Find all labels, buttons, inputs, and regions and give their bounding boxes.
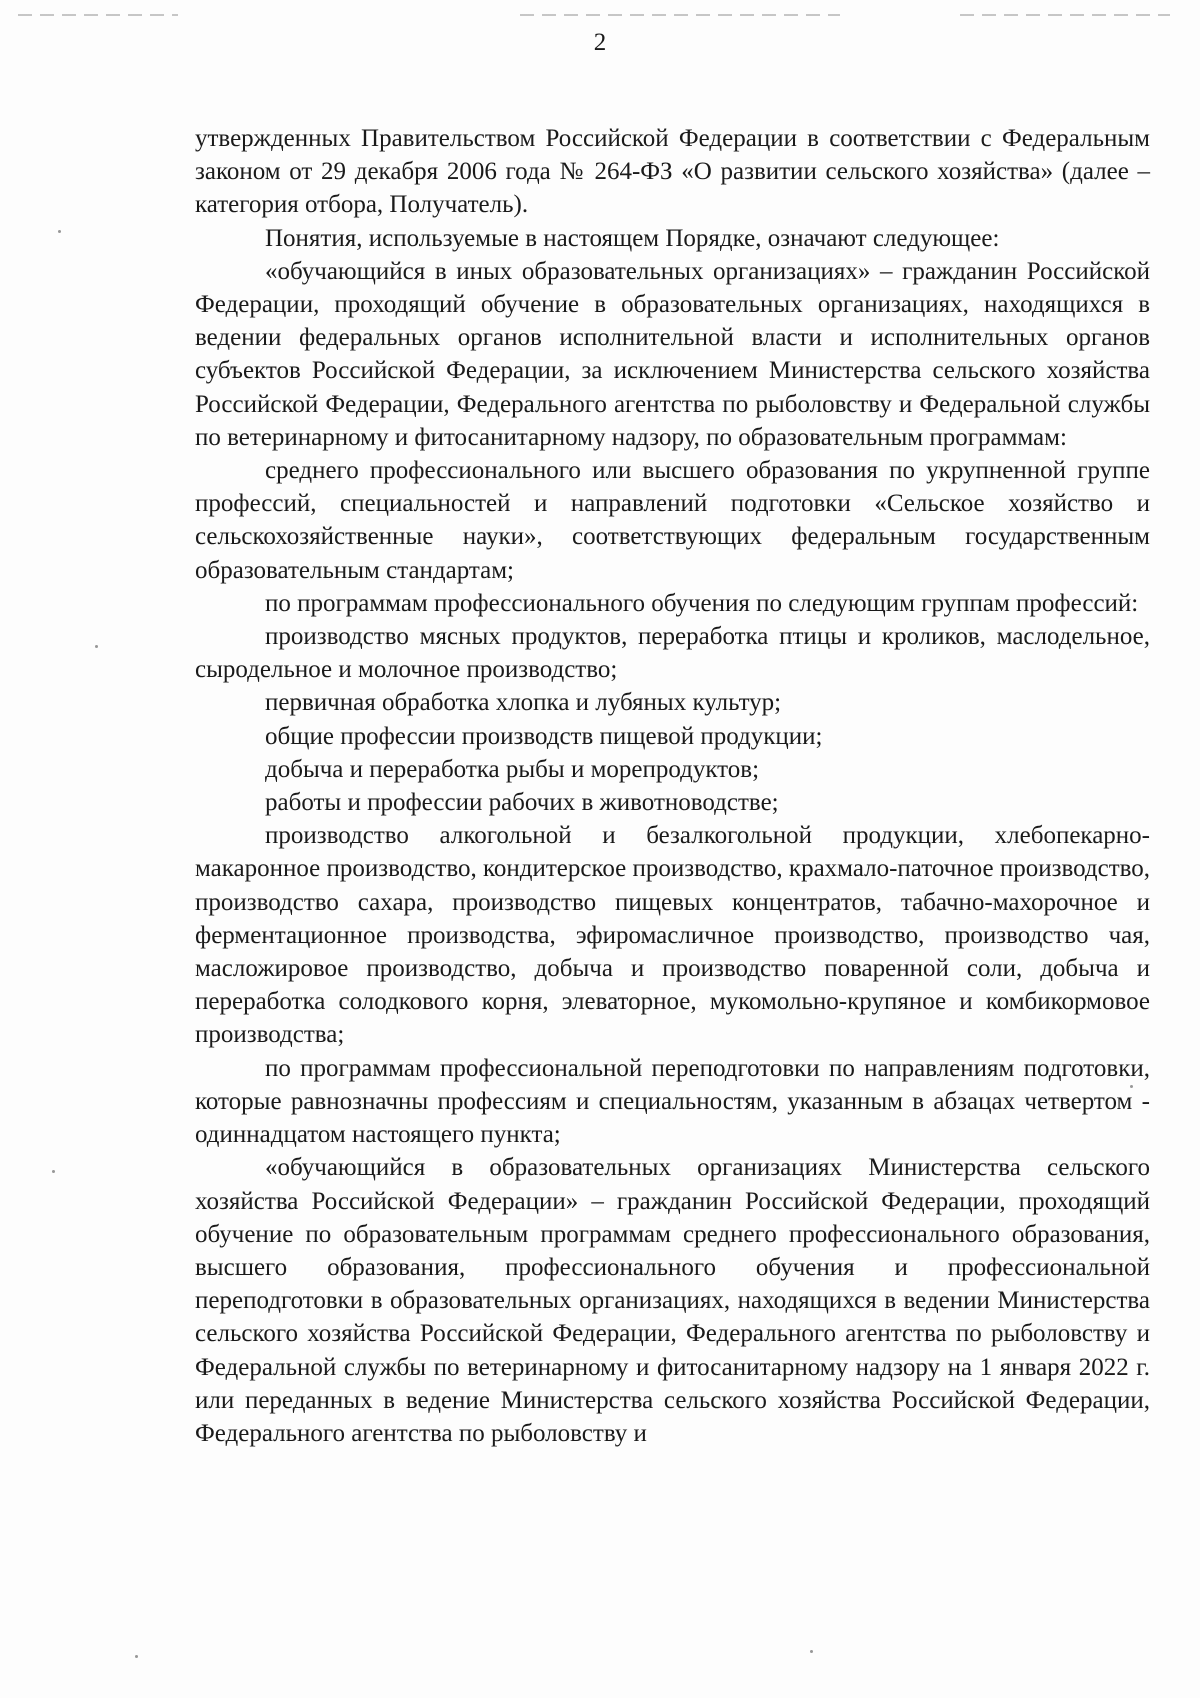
paragraph: Понятия, используемые в настоящем Порядке, означают следующее: [265,224,1000,252]
scan-artifact-top-right [960,14,1170,16]
paragraph: общие профессии производств пищевой продукции; [265,722,823,750]
page-number: 2 [593,29,607,56]
document-body [195,122,1150,1450]
scan-speck [52,1170,55,1173]
scan-speck [810,1650,813,1653]
paragraph: работы и профессии рабочих в животноводстве; [265,789,779,817]
scan-speck [135,1655,138,1658]
scan-artifact-top-left [18,14,178,16]
paragraph: первичная обработка хлопка и лубяных культур; [265,689,782,717]
paragraph: по программам профессионального обучения по следующим группам профессий: [265,589,1139,617]
scan-speck [1130,1085,1133,1088]
paragraph: производство мясных продуктов, переработка птицы и кроликов, маслодельное, сыродельное и молочное производство; [195,623,1150,684]
paragraph: среднего профессионального или высшего образования по укрупненной группе профессий, специальностей и направлений подготовки «Сельское хозяйство и сельскохозяйственные науки», соответствующих федеральным государственным образовательным стандартам; [195,457,1150,584]
scan-artifact-top-center [520,14,840,16]
paragraph: производство алкогольной и безалкогольной продукции, хлебопекарно-макаронное производство, кондитерское производство, крахмало-паточное производство, производство сахара, производство пищевых концентратов, табачно-махорочное и ферментационное производства, эфиромасличное производство, производство чая, масложировое производство, добыча и производство поваренной соли, добыча и переработка солодкового корня, элеваторное, мукомольно-крупяное и комбикормовое производства; [195,822,1150,1049]
paragraph: добыча и переработка рыбы и морепродуктов; [265,755,760,783]
paragraph: по программам профессиональной переподготовки по направлениям подготовки, которые равнозначны профессиям и специальностям, указанным в абзацах четвертом - одиннадцатом настоящего пункта; [195,1054,1150,1149]
scan-speck [95,645,98,648]
scan-speck [58,230,61,233]
paragraph: утвержденных Правительством Российской Федерации в соответствии с Федеральным законом от 29 декабря 2006 года № 264-ФЗ «О развитии сельского хозяйства» (далее – категория отбора, Получатель). [195,125,1150,219]
paragraph: «обучающийся в образовательных организациях Министерства сельского хозяйства Российской Федерации» – гражданин Российской Федерации, проходящий обучение по образовательным программам среднего профессионального образования, высшего образования, профессионального обучения и профессиональной переподготовки в образовательных организациях, находящихся в ведении Министерства сельского хозяйства Российской Федерации, Федерального агентства по рыболовству и Федеральной службы по ветеринарному и фитосанитарному надзору на 1 января 2022 г. или переданных в ведение Министерства сельского хозяйства Российской Федерации, Федерального агентства по рыболовству и [195,1154,1150,1447]
paragraph: «обучающийся в иных образовательных организациях» – гражданин Российской Федерации, проходящий обучение в образовательных организациях, находящихся в ведении федеральных органов исполнительной власти и исполнительных органов субъектов Российской Федерации, за исключением Министерства сельского хозяйства Российской Федерации, Федерального агентства по рыболовству и Федеральной службы по ветеринарному и фитосанитарному надзору, по образовательным программам: [195,257,1150,451]
